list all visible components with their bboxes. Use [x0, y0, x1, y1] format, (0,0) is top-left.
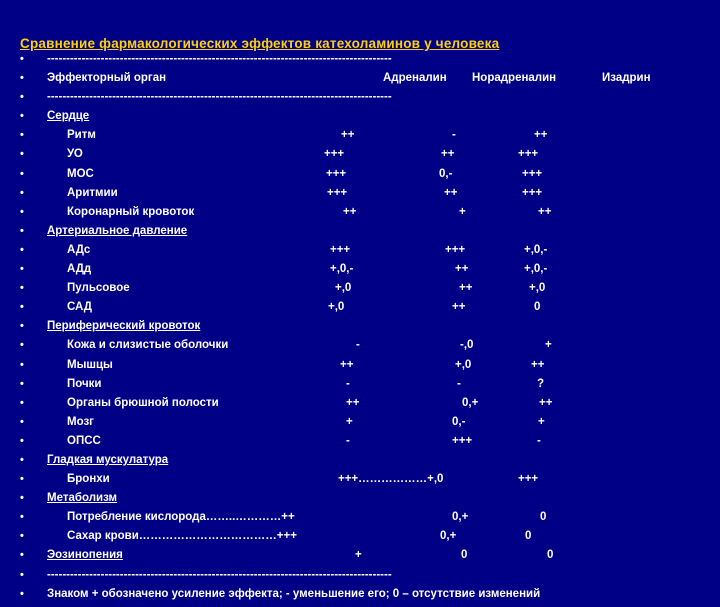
effect-value: 0,-: [439, 167, 453, 180]
effect-value: +,0: [455, 358, 472, 371]
row-label: Гладкая мускулатура: [47, 453, 169, 466]
divider-line: ------------------------------------------------------------------------------------------: [47, 91, 392, 104]
effect-value: +++: [518, 148, 539, 161]
effect-value: ++: [341, 129, 355, 142]
bullet-icon: •: [20, 492, 24, 505]
effect-value: ++: [343, 205, 357, 218]
row-label: Аритмии: [67, 186, 118, 199]
section-heading: [0, 110, 720, 129]
effect-value: -: [457, 377, 461, 390]
effect-value: +++: [327, 186, 348, 199]
effect-value: +++………………+,0: [338, 473, 444, 486]
effect-value: ++: [534, 129, 548, 142]
effect-value: +: [545, 339, 552, 352]
list-item: [0, 435, 720, 454]
effect-value: +,0,-: [524, 243, 548, 256]
list-item: [0, 339, 720, 358]
page-title: Сравнение фармакологических эффектов катехоламинов у человека: [20, 36, 500, 51]
divider-row: [0, 53, 720, 72]
bullet-icon: •: [20, 587, 24, 600]
effect-value: +,0: [335, 282, 352, 295]
list-item: [0, 588, 720, 607]
bullet-icon: •: [20, 453, 24, 466]
list-item: [0, 359, 720, 378]
bullet-icon: •: [20, 434, 24, 447]
row-label: Ритм: [67, 129, 96, 142]
bullet-icon: •: [20, 549, 24, 562]
row-label: Мозг: [67, 415, 94, 428]
effect-value: +++: [522, 167, 543, 180]
row-label: АДд: [67, 263, 92, 276]
list-item: [0, 187, 720, 206]
comparison-list: [0, 53, 720, 607]
bullet-icon: •: [20, 339, 24, 352]
effect-value: +++: [518, 473, 539, 486]
row-label: Пульсовое: [67, 282, 130, 295]
list-item: [0, 282, 720, 301]
effect-value: +,0: [529, 282, 546, 295]
bullet-icon: •: [20, 530, 24, 543]
effect-value: 0: [547, 549, 554, 562]
effect-value: 0,+: [462, 396, 479, 409]
row-label: Потребление кислорода……..…………++: [67, 511, 295, 524]
bullet-icon: •: [20, 263, 24, 276]
effect-value: +++: [330, 243, 351, 256]
effect-value: +,0,-: [524, 263, 548, 276]
section-heading: [0, 492, 720, 511]
row-label: Периферический кровоток: [47, 320, 201, 333]
row-label: МОС: [67, 167, 94, 180]
bullet-icon: •: [20, 186, 24, 199]
effect-value: +,0,-: [330, 263, 354, 276]
effect-value: +++: [326, 167, 347, 180]
column-header: Адреналин: [383, 72, 447, 85]
effect-value: -: [537, 434, 541, 447]
bullet-icon: •: [20, 110, 24, 123]
effect-value: 0: [534, 301, 541, 314]
bullet-icon: •: [20, 205, 24, 218]
effect-value: 0: [525, 530, 532, 543]
effect-value: ++: [346, 396, 360, 409]
effect-value: -: [346, 434, 350, 447]
list-item: [0, 206, 720, 225]
header-row: [0, 72, 720, 91]
bullet-icon: •: [20, 72, 24, 85]
row-label: САД: [67, 301, 92, 314]
bullet-icon: •: [20, 511, 24, 524]
effect-value: ++: [531, 358, 545, 371]
row-label: Бронхи: [67, 473, 110, 486]
effect-value: ++: [538, 205, 552, 218]
divider-line: ------------------------------------------------------------------------------------------: [47, 53, 392, 65]
divider-line: ------------------------------------------------------------------------------------------: [47, 568, 392, 581]
row-label: АДс: [67, 243, 91, 256]
effect-value: -: [452, 129, 456, 142]
effect-value: +++: [445, 243, 466, 256]
effect-value: +: [355, 549, 362, 562]
bullet-icon: •: [20, 473, 24, 486]
section-heading: [0, 549, 720, 568]
effect-value: -: [356, 339, 360, 352]
effect-value: -: [346, 377, 350, 390]
bullet-icon: •: [20, 129, 24, 142]
bullet-icon: •: [20, 224, 24, 237]
divider-row: [0, 569, 720, 588]
row-label: Артериальное давление: [47, 224, 188, 237]
effect-value: 0,-: [452, 415, 466, 428]
effect-value: ++: [455, 263, 469, 276]
bullet-icon: •: [20, 415, 24, 428]
bullet-icon: •: [20, 53, 24, 65]
effect-value: +++: [324, 148, 345, 161]
effect-value: +: [538, 415, 545, 428]
bullet-icon: •: [20, 148, 24, 161]
list-item: [0, 168, 720, 187]
effect-value: ++: [444, 186, 458, 199]
effect-value: ++: [441, 148, 455, 161]
bullet-icon: •: [20, 396, 24, 409]
effect-value: 0: [540, 511, 547, 524]
row-label: Метаболизм: [47, 492, 118, 505]
bullet-icon: •: [20, 91, 24, 104]
bullet-icon: •: [20, 282, 24, 295]
effect-value: ++: [539, 396, 553, 409]
list-item: [0, 473, 720, 492]
effect-value: +: [459, 205, 466, 218]
list-item: [0, 378, 720, 397]
bullet-icon: •: [20, 301, 24, 314]
section-heading: [0, 225, 720, 244]
list-item: [0, 416, 720, 435]
divider-row: [0, 91, 720, 110]
row-label: Знаком + обозначено усиление эффекта; - уменьшение его; 0 – отсутствие изменений: [47, 587, 541, 600]
bullet-icon: •: [20, 320, 24, 333]
effect-value: ++: [452, 301, 466, 314]
effect-value: -,0: [460, 339, 474, 352]
row-label: Органы брюшной полости: [67, 396, 219, 409]
column-header: Изадрин: [602, 72, 651, 85]
list-item: [0, 263, 720, 282]
section-heading: [0, 454, 720, 473]
list-item: [0, 301, 720, 320]
effect-value: 0,+: [452, 511, 469, 524]
bullet-icon: •: [20, 243, 24, 256]
row-label: Коронарный кровоток: [67, 205, 195, 218]
row-label: Эффекторный орган: [47, 72, 167, 85]
row-label: Кожа и слизистые оболочки: [67, 339, 229, 352]
row-label: Мышцы: [67, 358, 113, 371]
row-label: УО: [67, 148, 83, 161]
list-item: [0, 129, 720, 148]
row-label: ОПСС: [67, 434, 101, 447]
column-header: Норадреналин: [472, 72, 557, 85]
list-item: [0, 148, 720, 167]
effect-value: 0,+: [440, 530, 457, 543]
list-item: [0, 397, 720, 416]
effect-value: +++: [452, 434, 473, 447]
effect-value: +: [346, 415, 353, 428]
list-item: [0, 244, 720, 263]
list-item: [0, 511, 720, 530]
row-label: Почки: [67, 377, 102, 390]
bullet-icon: •: [20, 568, 24, 581]
effect-value: ++: [459, 282, 473, 295]
bullet-icon: •: [20, 167, 24, 180]
bullet-icon: •: [20, 358, 24, 371]
row-label: Сахар крови………………………………+++: [67, 530, 297, 543]
effect-value: ?: [537, 377, 545, 390]
section-heading: [0, 320, 720, 339]
effect-value: 0: [461, 549, 468, 562]
effect-value: +,0: [328, 301, 345, 314]
row-label: Сердце: [47, 110, 90, 123]
row-label: Эозинопения: [47, 549, 123, 562]
effect-value: +++: [522, 186, 543, 199]
effect-value: ++: [340, 358, 354, 371]
bullet-icon: •: [20, 377, 24, 390]
